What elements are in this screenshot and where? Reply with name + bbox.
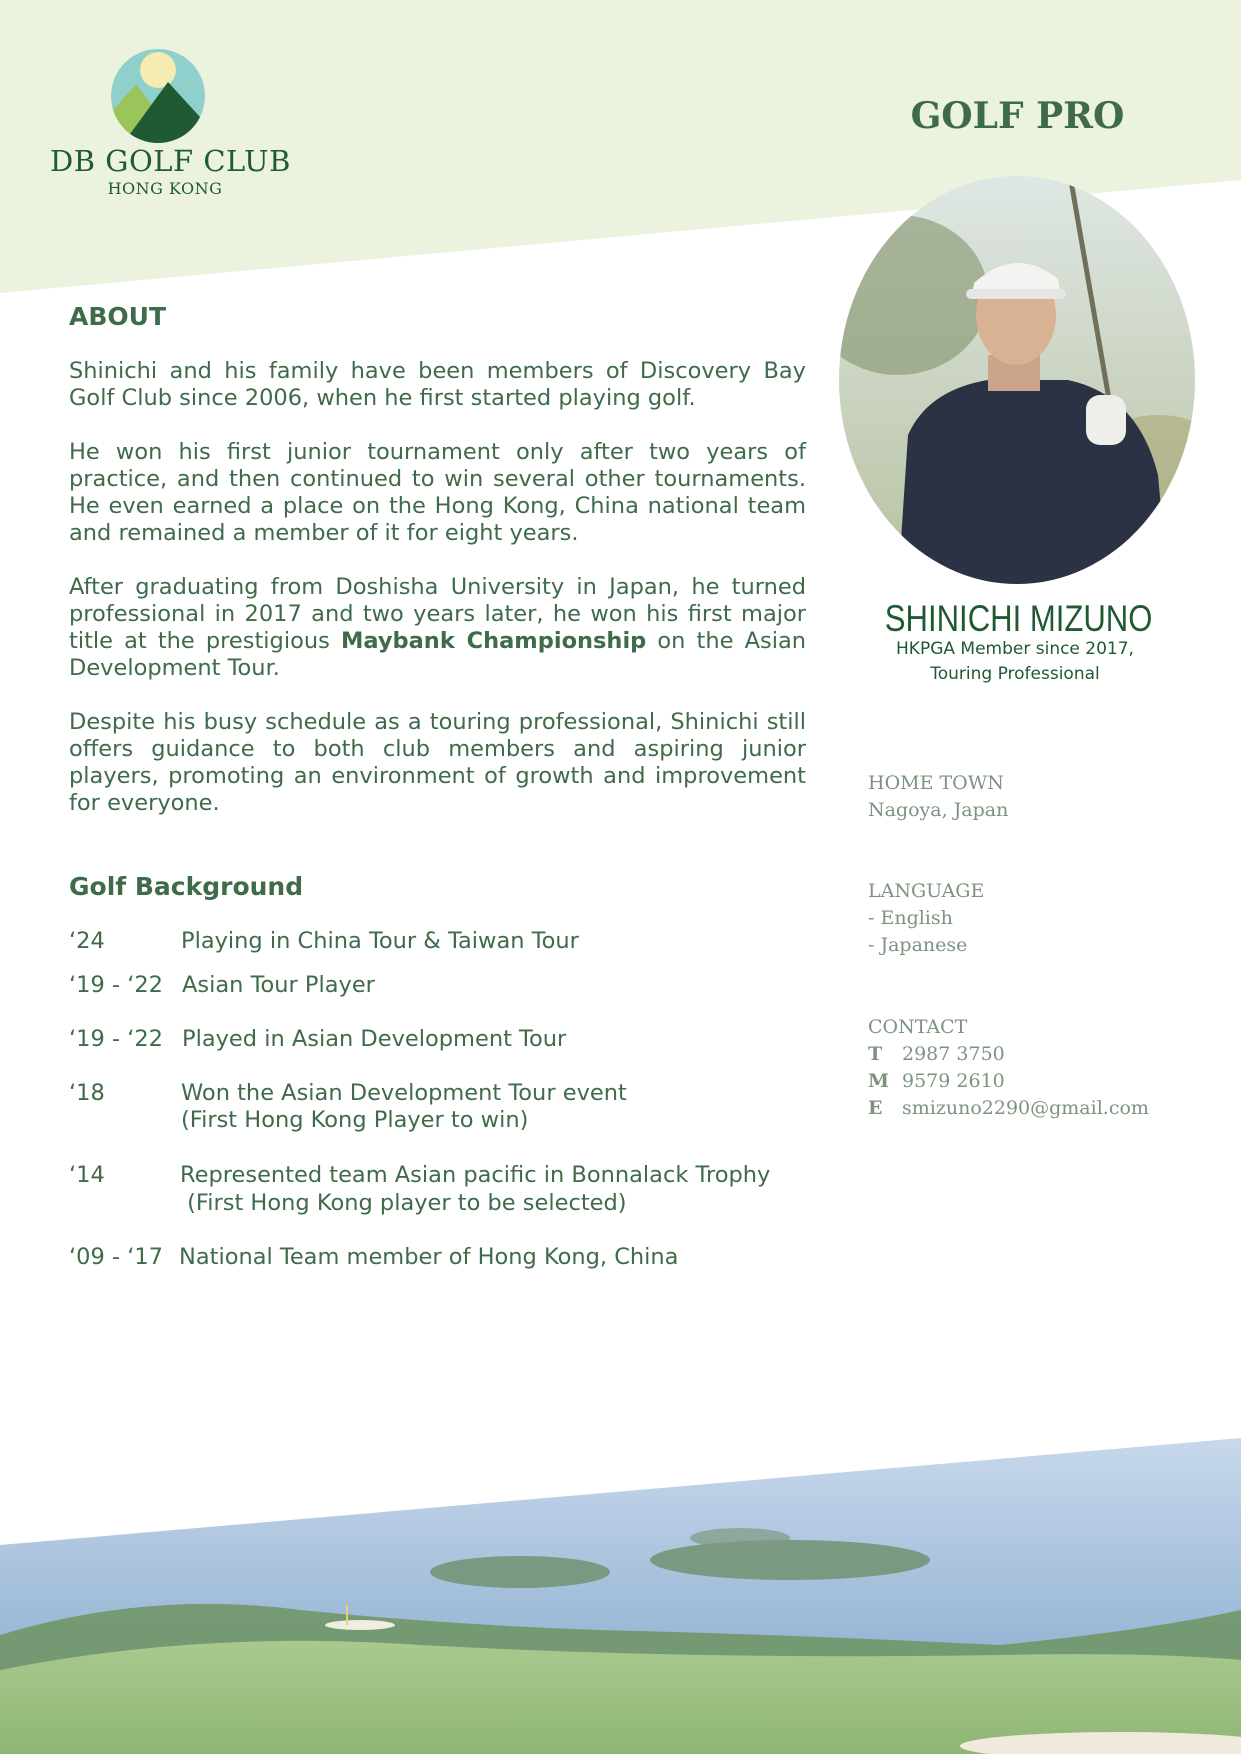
player-photo bbox=[838, 175, 1196, 585]
contact-phone bbox=[868, 1041, 1005, 1068]
about-paragraph: Shinichi and his family have been members of Discovery Bay Golf Club since 2006, when he first started playing golf. bbox=[69, 358, 806, 411]
club-location: HONG KONG bbox=[107, 179, 223, 198]
contact-mobile bbox=[868, 1068, 1005, 1095]
role-title: GOLF PRO bbox=[910, 95, 1125, 137]
contact-key: T bbox=[868, 1043, 883, 1065]
background-note: (First Hong Kong player to be selected) bbox=[180, 1190, 627, 1216]
background-text: Playing in China Tour & Taiwan Tour bbox=[181, 928, 579, 954]
background-text: Represented team Asian pacific in Bonnalack Trophy bbox=[180, 1162, 771, 1188]
about-section bbox=[69, 358, 806, 844]
background-heading: Golf Background bbox=[69, 872, 304, 901]
about-paragraph bbox=[69, 574, 806, 682]
hometown-value: Nagoya, Japan bbox=[868, 799, 1009, 821]
logo-mark-icon bbox=[50, 46, 280, 146]
background-year: ‘14 bbox=[69, 1162, 105, 1188]
language-item: - Japanese bbox=[868, 934, 968, 956]
contact-label: CONTACT bbox=[868, 1016, 968, 1038]
email-value[interactable]: smizuno2290@gmail.com bbox=[902, 1097, 1149, 1119]
championship-name: Maybank Championship bbox=[340, 628, 647, 654]
about-text: on the Asian Development Tour. bbox=[69, 628, 807, 681]
about-paragraph: Despite his busy schedule as a touring professional, Shinichi still offers guidance to both club members and aspiring junior players, promoting an environment of growth and improvement for everyone. bbox=[69, 709, 806, 816]
background-text: Asian Tour Player bbox=[182, 972, 375, 998]
club-name: DB GOLF CLUB bbox=[50, 144, 291, 178]
contact-email bbox=[868, 1095, 1149, 1122]
background-text: Played in Asian Development Tour bbox=[182, 1026, 567, 1052]
about-paragraph: He won his first junior tournament only after two years of practice, and then continued to win several other tournaments. He even earned a place on the Hong Kong, China national team and remained a member of it for eight years. bbox=[69, 439, 806, 546]
background-year: ‘19 - ‘22 bbox=[69, 972, 163, 998]
about-heading: ABOUT bbox=[69, 302, 167, 331]
player-subtitle bbox=[860, 637, 1170, 687]
phone-value[interactable]: 2987 3750 bbox=[902, 1043, 1005, 1065]
mobile-value[interactable]: 9579 2610 bbox=[902, 1070, 1005, 1092]
background-text: National Team member of Hong Kong, China bbox=[179, 1244, 679, 1270]
player-name: SHINICHI MIZUNO bbox=[884, 598, 1153, 639]
club-logo bbox=[50, 46, 290, 206]
background-note: (First Hong Kong Player to win) bbox=[181, 1107, 529, 1133]
contact-key: E bbox=[868, 1097, 883, 1119]
background-year: ‘09 - ‘17 bbox=[69, 1244, 163, 1270]
background-year: ‘19 - ‘22 bbox=[69, 1026, 163, 1052]
golf-course-scenery bbox=[0, 1420, 1241, 1754]
contact-key: M bbox=[868, 1070, 890, 1092]
hometown-label: HOME TOWN bbox=[868, 772, 1004, 794]
subtitle-line-1: HKPGA Member since 2017, bbox=[896, 639, 1134, 659]
subtitle-line-2: Touring Professional bbox=[930, 664, 1100, 684]
language-label: LANGUAGE bbox=[868, 880, 985, 902]
background-year: ‘18 bbox=[69, 1080, 105, 1106]
background-text: Won the Asian Development Tour event bbox=[181, 1080, 627, 1106]
about-text: After graduating from Doshisha University in Japan, he turned professional in 2017 and two years later, he won his first major title at the prestigious bbox=[69, 574, 806, 654]
language-item: - English bbox=[868, 907, 953, 929]
background-year: ‘24 bbox=[69, 928, 105, 954]
